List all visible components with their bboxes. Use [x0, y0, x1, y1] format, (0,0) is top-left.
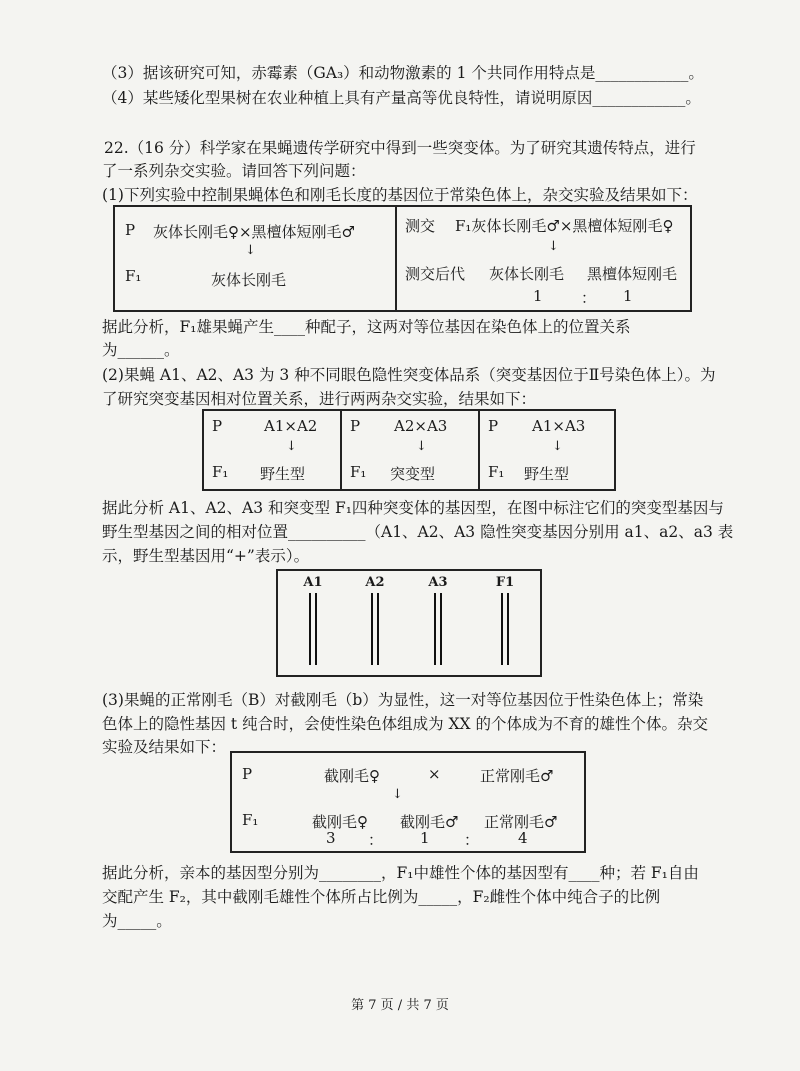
q22-part1-text: (1)下列实验中控制果蝇体色和刚毛长度的基因位于常染色体上，杂交实验及结果如下： [102, 186, 698, 204]
box2-c1-arrow: ↓ [286, 439, 297, 454]
box3-ratio-3: 4 [518, 829, 528, 847]
q22-part2-question-2: 野生型基因之间的相对位置__________（A1、A2、A3 隐性突变基因分别用 a1、a2、a3 表 [102, 523, 734, 541]
q22-intro-2: 了一系列杂交实验。请回答下列问题： [102, 162, 366, 180]
page-footer: 第 7 页 / 共 7 页 [351, 998, 449, 1013]
cross-table-1 [113, 205, 692, 312]
q22-part1-question-2: 为______。 [102, 341, 180, 359]
box3-offspring-3: 正常刚毛♂ [484, 813, 558, 831]
chromosome-diagram [276, 569, 542, 677]
box2-c2-cross: A2×A3 [394, 417, 448, 435]
box3-offspring-2: 截刚毛♂ [400, 813, 459, 831]
box3-ratio-1: 3 [326, 829, 336, 847]
box1-testcross-label: 测交 [405, 217, 436, 235]
box2-c2-result: 突变型 [390, 465, 436, 483]
box3-times: × [428, 765, 441, 783]
q22-part3-question-3: 为_____。 [102, 912, 172, 930]
box3-offspring-1: 截刚毛♀ [312, 813, 368, 831]
box2-c3-f1: F₁ [488, 463, 505, 481]
box2-c2-arrow: ↓ [416, 439, 427, 454]
chromosome-f1-left [501, 593, 503, 665]
box1-f1-value: 灰体长刚毛 [211, 271, 287, 289]
box1-f1-label: F₁ [125, 267, 142, 285]
cross-table-1-divider [395, 207, 397, 310]
cross-table-2 [202, 409, 616, 491]
cross-table-3 [230, 751, 586, 853]
chromosome-a3-right [440, 593, 442, 665]
box2-c3-cross: A1×A3 [532, 417, 586, 435]
q22-intro-1: 22.（16 分）科学家在果蝇遗传学研究中得到一些突变体。为了研究其遗传特点，进行 [104, 139, 696, 157]
q22-part3-question-1: 据此分析，亲本的基因型分别为________，F₁中雄性个体的基因型有____种；若 F₁自由 [102, 864, 699, 882]
box1-offspring-1: 灰体长刚毛 [489, 265, 565, 283]
q22-part2-question-1: 据此分析 A1、A2、A3 和突变型 F₁四种突变体的基因型，在图中标注它们的突变型基因与 [102, 499, 724, 517]
q22-part3-text-2: 色体上的隐性基因 t 纯合时，会使性染色体组成为 XX 的个体成为不育的雄性个体。杂交 [102, 715, 709, 733]
box2-c3-arrow: ↓ [552, 439, 563, 454]
box1-testcross: F₁灰体长刚毛♂×黑檀体短刚毛♀ [455, 217, 674, 235]
q21-line-4: （4）某些矮化型果树在农业种植上具有产量高等优良特性，请说明原因____________。 [102, 89, 701, 107]
box1-offspring-2: 黑檀体短刚毛 [587, 265, 678, 283]
q22-part3-question-2: 交配产生 F₂，其中截刚毛雄性个体所占比例为_____，F₂雌性个体中纯合子的比例 [102, 888, 661, 906]
chromosome-a1-left [309, 593, 311, 665]
box1-ratio-sep: ： [581, 289, 597, 307]
chromosome-f1-right [507, 593, 509, 665]
box1-ratio-a: 1 [533, 287, 543, 305]
box2-c2-p: P [350, 417, 361, 435]
box1-right-down-arrow: ↓ [548, 239, 559, 254]
box3-ratio-sep-1: ： [368, 831, 384, 849]
chromosome-a1-right [315, 593, 317, 665]
chromosome-a2-left [371, 593, 373, 665]
chrom-label-f1: F1 [495, 575, 515, 590]
box2-c3-p: P [488, 417, 499, 435]
box1-p-label: P [125, 221, 136, 239]
chrom-label-a3: A3 [428, 575, 448, 590]
q22-part2-text-1: (2)果蝇 A1、A2、A3 为 3 种不同眼色隐性突变体品系（突变基因位于Ⅱ号染色体上）。为 [102, 366, 716, 384]
chromosome-a2-right [377, 593, 379, 665]
box2-c2-f1: F₁ [350, 463, 367, 481]
box2-c3-result: 野生型 [524, 465, 570, 483]
cross-table-2-divider-2 [478, 411, 480, 489]
box3-female: 截刚毛♀ [324, 767, 380, 785]
box1-ratio-b: 1 [623, 287, 633, 305]
q22-part3-text-1: (3)果蝇的正常刚毛（B）对截刚毛（b）为显性，这一对等位基因位于性染色体上；常染 [102, 691, 704, 709]
box1-offspring-label: 测交后代 [405, 265, 466, 283]
box3-ratio-2: 1 [420, 829, 430, 847]
box3-male: 正常刚毛♂ [480, 767, 554, 785]
q22-part2-question-3: 示，野生型基因用“+”表示）。 [102, 547, 310, 565]
q22-part1-question-1: 据此分析，F₁雄果蝇产生____种配子，这两对等位基因在染色体上的位置关系 [102, 318, 631, 336]
box2-c1-p: P [212, 417, 223, 435]
chrom-label-a2: A2 [365, 575, 385, 590]
box2-c1-cross: A1×A2 [264, 417, 318, 435]
box3-f1-label: F₁ [242, 811, 259, 829]
q22-part2-text-2: 了研究突变基因相对位置关系，进行两两杂交实验，结果如下： [102, 390, 537, 408]
q21-line-3: （3）据该研究可知，赤霉素（GA₃）和动物激素的 1 个共同作用特点是____________。 [102, 64, 704, 82]
box2-c1-result: 野生型 [260, 465, 306, 483]
box3-p-label: P [242, 765, 253, 783]
box1-parent-cross: 灰体长刚毛♀×黑檀体短刚毛♂ [153, 223, 355, 241]
cross-table-2-divider-1 [340, 411, 342, 489]
box3-ratio-sep-2: ： [464, 831, 480, 849]
box2-c1-f1: F₁ [212, 463, 229, 481]
box1-down-arrow: ↓ [245, 243, 256, 258]
box3-down-arrow: ↓ [392, 787, 403, 802]
q22-part3-text-3: 实验及结果如下： [102, 738, 227, 756]
chromosome-a3-left [434, 593, 436, 665]
chrom-label-a1: A1 [303, 575, 323, 590]
